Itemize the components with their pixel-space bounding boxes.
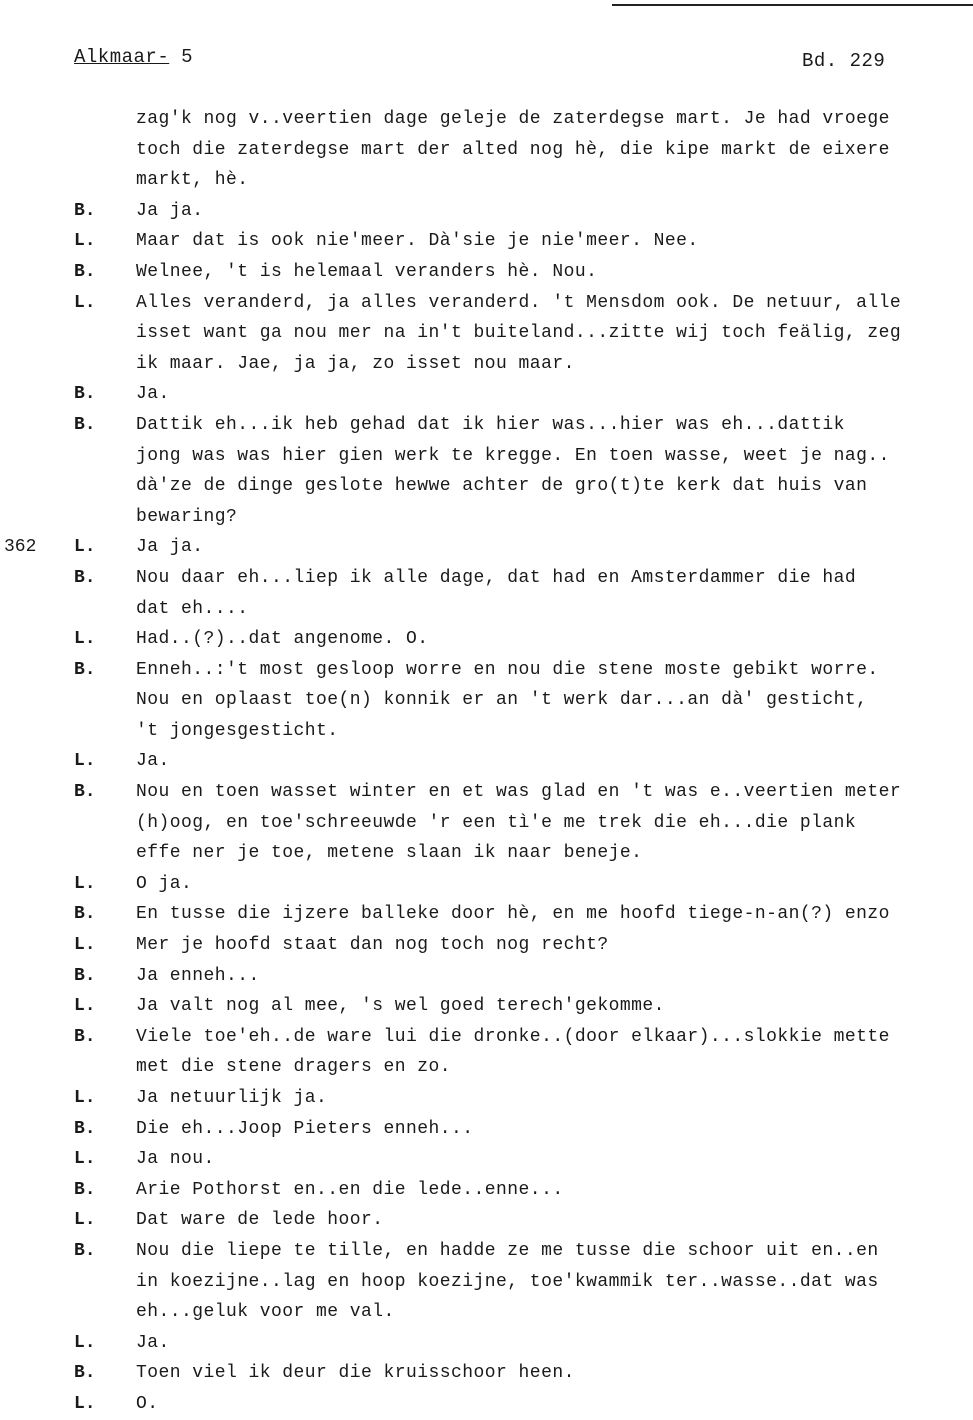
- speaker-label: L.: [74, 629, 96, 650]
- speaker-label: B.: [74, 1026, 96, 1047]
- transcript-line: [0, 1052, 973, 1083]
- utterance-text: Nou daar eh...liep ik alle dage, dat had en Amsterdammer die had: [136, 567, 857, 588]
- utterance-text: Toen viel ik deur die kruisschoor heen.: [136, 1363, 575, 1384]
- transcript-line: [0, 961, 973, 992]
- transcript-line: [0, 655, 973, 686]
- utterance-text: Ja valt nog al mee, 's wel goed terech'gekomme.: [136, 996, 665, 1017]
- utterance-text: zag'k nog v..veertien dage geleje de zaterdegse mart. Je had vroege: [136, 109, 890, 129]
- transcript-line: [0, 257, 973, 288]
- speaker-label: L.: [74, 751, 96, 772]
- utterance-text: Mer je hoofd staat dan nog toch nog recht?: [136, 935, 609, 956]
- utterance-text: Nou en oplaast toe(n) konnik er an 't werk dar...an dà' gesticht,: [136, 690, 868, 711]
- utterance-text: 't jongesgesticht.: [136, 720, 339, 741]
- utterance-text: Die eh...Joop Pieters enneh...: [136, 1118, 474, 1139]
- transcript-line: [0, 624, 973, 655]
- speaker-label: B.: [74, 1240, 96, 1261]
- utterance-text: markt, hè.: [136, 170, 249, 191]
- utterance-text: Enneh..:'t most gesloop worre en nou die stene moste gebikt worre.: [136, 659, 879, 680]
- speaker-label: L.: [74, 996, 96, 1017]
- transcript-line: [0, 991, 973, 1022]
- speaker-label: B.: [74, 384, 96, 405]
- speaker-label: B.: [74, 414, 96, 435]
- transcript-line: [0, 379, 973, 410]
- transcript-line: [0, 532, 973, 563]
- transcript-line: [0, 746, 973, 777]
- transcript-line: [0, 288, 973, 319]
- transcript-line: [0, 930, 973, 961]
- utterance-text: Had..(?)..dat angenome. O.: [136, 629, 429, 650]
- utterance-text: En tusse die ijzere balleke door hè, en me hoofd tiege-n-an(?) enzo: [136, 904, 890, 925]
- utterance-text: Ja.: [136, 751, 170, 772]
- speaker-label: B.: [74, 1363, 96, 1384]
- utterance-text: dat eh....: [136, 598, 249, 619]
- utterance-text: (h)oog, en toe'schreeuwde 'r een tì'e me trek die eh...die plank: [136, 812, 857, 833]
- utterance-text: bewaring?: [136, 506, 238, 527]
- transcript-line: [0, 1205, 973, 1236]
- transcript-line: [0, 869, 973, 900]
- utterance-text: toch die zaterdegse mart der alted nog hè, die kipe markt de eixere: [136, 139, 890, 160]
- speaker-label: B.: [74, 904, 96, 925]
- transcript-line: [0, 226, 973, 257]
- transcript-line: [0, 1358, 973, 1389]
- transcript-line: [0, 1328, 973, 1359]
- page-header-left: [74, 46, 193, 68]
- transcript-line: [0, 1114, 973, 1145]
- utterance-text: ik maar. Jae, ja ja, zo isset nou maar.: [136, 353, 575, 374]
- page-reference: Bd. 229: [802, 50, 886, 72]
- transcript-line: [0, 838, 973, 869]
- speaker-label: L.: [74, 1210, 96, 1231]
- transcript-line: [0, 716, 973, 747]
- utterance-text: Ja enneh...: [136, 965, 260, 986]
- transcript-line: [0, 410, 973, 441]
- utterance-text: Ja ja.: [136, 200, 204, 221]
- transcript-line: [0, 471, 973, 502]
- speaker-label: B.: [74, 1118, 96, 1139]
- top-rule: [612, 4, 973, 6]
- transcript-line: [0, 318, 973, 349]
- transcript-line: [0, 1022, 973, 1053]
- transcript-body: [0, 104, 973, 1420]
- transcript-line: [0, 685, 973, 716]
- utterance-text: Ja.: [136, 384, 170, 405]
- transcript-line: [0, 104, 973, 135]
- speaker-label: B.: [74, 261, 96, 282]
- transcript-line: [0, 196, 973, 227]
- speaker-label: L.: [74, 231, 96, 252]
- utterance-text: in koezijne..lag en hoop koezijne, toe'kwammik ter..wasse..dat was: [136, 1271, 879, 1292]
- utterance-text: Dattik eh...ik heb gehad dat ik hier was...hier was eh...dattik: [136, 414, 845, 435]
- utterance-text: eh...geluk voor me val.: [136, 1302, 395, 1323]
- transcript-line: [0, 349, 973, 380]
- transcript-line: [0, 808, 973, 839]
- utterance-text: Ja netuurlijk ja.: [136, 1088, 328, 1108]
- speaker-label: B.: [74, 200, 96, 221]
- speaker-label: L.: [74, 1393, 96, 1414]
- utterance-text: Nou die liepe te tille, en hadde ze me tusse die schoor uit en..en: [136, 1240, 879, 1261]
- line-number: 362: [4, 537, 37, 558]
- speaker-label: L.: [74, 935, 96, 956]
- transcript-line: [0, 135, 973, 166]
- transcript-line: [0, 502, 973, 533]
- speaker-label: L.: [74, 1088, 96, 1108]
- transcript-line: [0, 594, 973, 625]
- speaker-label: B.: [74, 782, 96, 803]
- utterance-text: Ja ja.: [136, 537, 204, 558]
- transcript-line: [0, 441, 973, 472]
- utterance-text: effe ner je toe, metene slaan ik naar beneje.: [136, 843, 643, 864]
- transcript-line: [0, 1267, 973, 1298]
- utterance-text: Ja nou.: [136, 1149, 215, 1170]
- speaker-label: L.: [74, 873, 96, 894]
- transcript-line: [0, 165, 973, 196]
- utterance-text: Ja.: [136, 1332, 170, 1353]
- utterance-text: isset want ga nou mer na in't buiteland...zitte wij toch feälig, zeg: [136, 323, 902, 344]
- utterance-text: O ja.: [136, 873, 193, 894]
- transcript-line: [0, 1297, 973, 1328]
- speaker-label: B.: [74, 965, 96, 986]
- section-number: 5: [181, 46, 194, 68]
- speaker-label: L.: [74, 537, 96, 558]
- transcript-line: [0, 1175, 973, 1206]
- speaker-label: B.: [74, 1179, 96, 1200]
- utterance-text: O.: [136, 1393, 159, 1414]
- utterance-text: dà'ze de dinge geslote hewwe achter de gro(t)te kerk dat huis van: [136, 476, 868, 497]
- utterance-text: Alles veranderd, ja alles veranderd. 't Mensdom ook. De netuur, alle: [136, 292, 902, 313]
- transcript-line: [0, 1144, 973, 1175]
- utterance-text: Maar dat is ook nie'meer. Dà'sie je nie'meer. Nee.: [136, 231, 699, 252]
- utterance-text: Welnee, 't is helemaal veranders hè. Nou.: [136, 261, 598, 282]
- utterance-text: Viele toe'eh..de ware lui die dronke..(door elkaar)...slokkie mette: [136, 1026, 890, 1047]
- transcript-line: [0, 1083, 973, 1114]
- transcript-line: [0, 777, 973, 808]
- speaker-label: L.: [74, 292, 96, 313]
- utterance-text: met die stene dragers en zo.: [136, 1057, 452, 1078]
- transcript-line: [0, 563, 973, 594]
- utterance-text: Nou en toen wasset winter en et was glad en 't was e..veertien meter: [136, 782, 902, 803]
- place-name: Alkmaar-: [74, 46, 170, 68]
- speaker-label: B.: [74, 659, 96, 680]
- speaker-label: L.: [74, 1149, 96, 1170]
- utterance-text: Arie Pothorst en..en die lede..enne...: [136, 1179, 564, 1200]
- transcript-line: [0, 899, 973, 930]
- utterance-text: jong was was hier gien werk te kregge. En toen wasse, weet je nag..: [136, 445, 890, 466]
- utterance-text: Dat ware de lede hoor.: [136, 1210, 384, 1231]
- speaker-label: L.: [74, 1332, 96, 1353]
- transcript-line: [0, 1236, 973, 1267]
- speaker-label: B.: [74, 567, 96, 588]
